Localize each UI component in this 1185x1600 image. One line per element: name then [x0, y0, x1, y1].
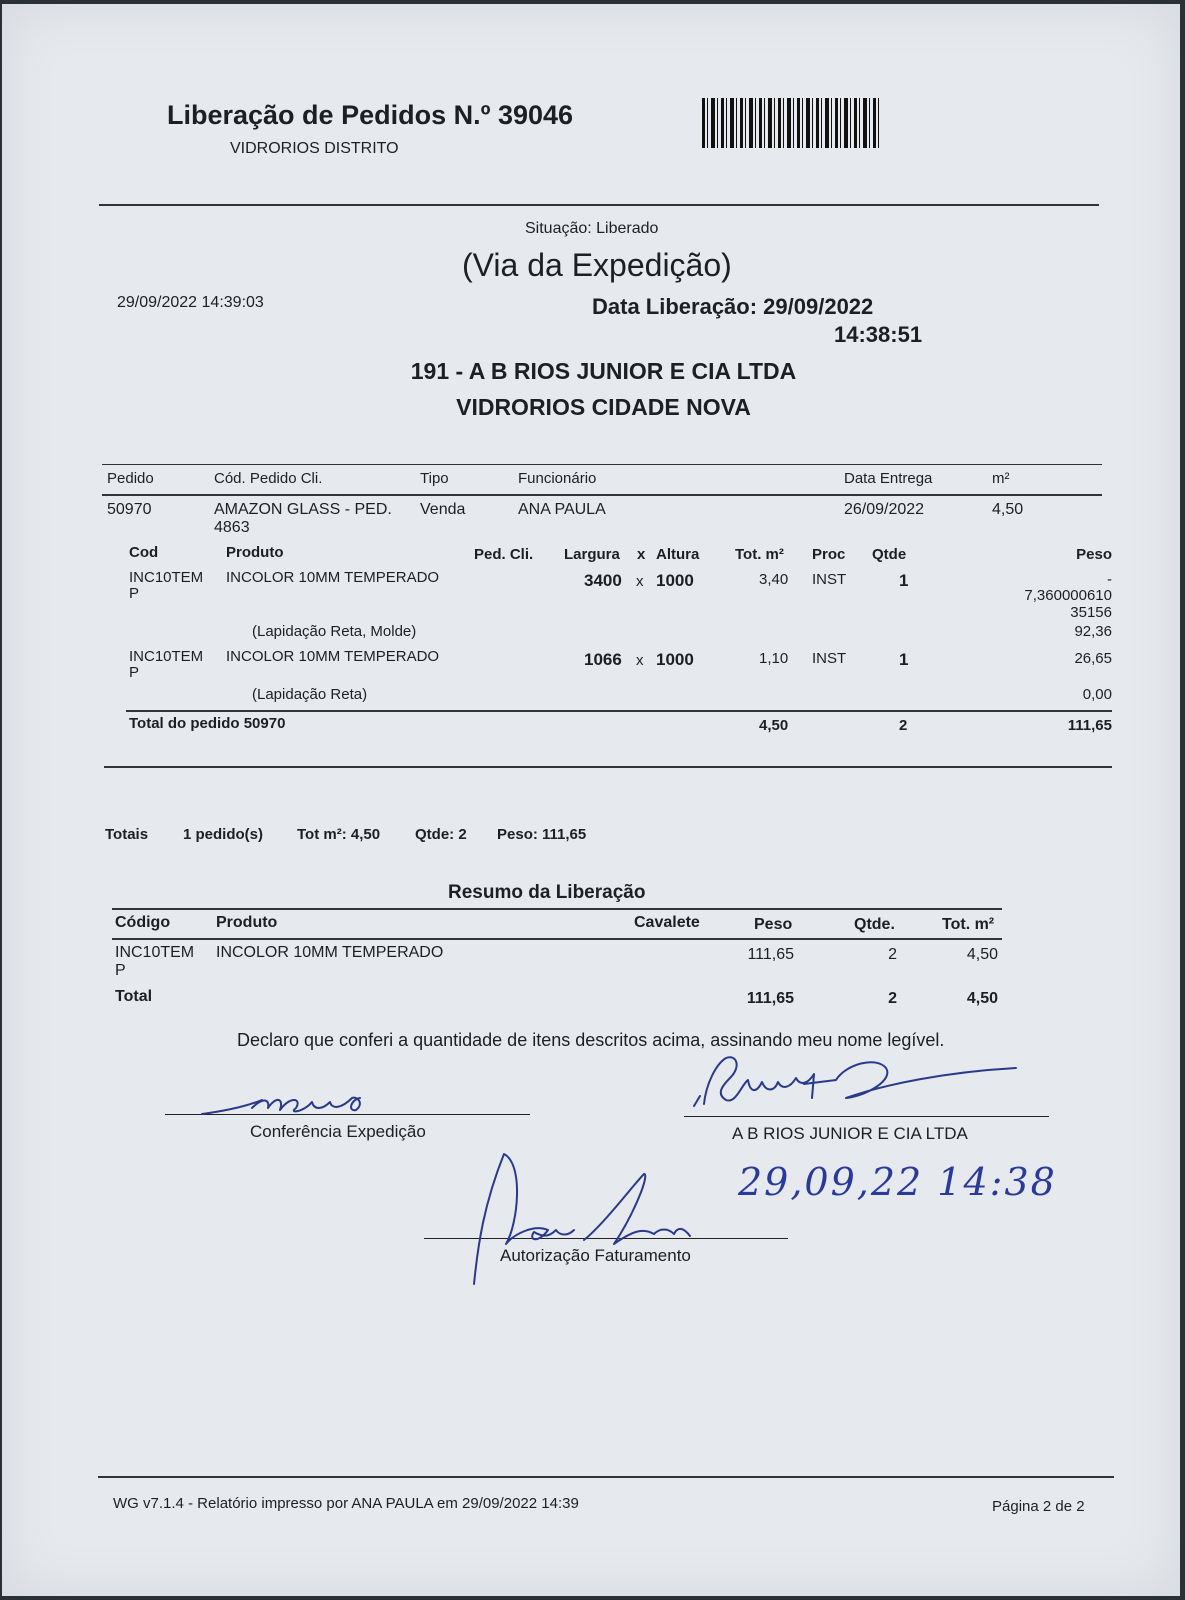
signature-label-client: A B RIOS JUNIOR E CIA LTDA — [732, 1124, 968, 1143]
summary-col-produto: Produto — [216, 914, 278, 931]
item-height: 1000 — [656, 571, 694, 590]
item-x: x — [636, 573, 644, 590]
item-code: INC10TEM — [129, 569, 204, 586]
items-col-proc: Proc — [812, 546, 846, 563]
item-qtde: 1 — [899, 571, 909, 590]
col-funcionario: Funcionário — [518, 470, 597, 487]
release-date: Data Liberação: 29/09/2022 — [592, 294, 874, 319]
order-client-code-2: 4863 — [214, 519, 250, 536]
page-number: Página 2 de 2 — [992, 1498, 1085, 1515]
summary-header-line — [112, 938, 1002, 940]
item-width: 1066 — [584, 650, 622, 669]
item-x: x — [636, 652, 644, 669]
footer-report-info: WG v7.1.4 - Relatório impresso por ANA PAULA em 29/09/2022 14:39 — [113, 1495, 579, 1512]
item-peso: 26,65 — [1074, 650, 1112, 667]
totals-label: Totais — [105, 826, 149, 843]
order-type: Venda — [420, 501, 466, 518]
order-total-label: Total do pedido 50970 — [129, 715, 286, 732]
summary-tot-m2: 4,50 — [966, 946, 998, 963]
order-header-line — [102, 494, 1102, 496]
order-m2: 4,50 — [992, 501, 1024, 518]
item-peso: - — [1107, 571, 1112, 588]
order-total-m2: 4,50 — [759, 717, 789, 734]
item-proc: INST — [812, 571, 847, 588]
status-text: Situação: Liberado — [525, 220, 659, 237]
item-proc: INST — [812, 650, 847, 667]
item-peso-cont: 7,360000610 — [1024, 587, 1112, 604]
item-width: 3400 — [584, 571, 622, 590]
client-store: VIDRORIOS CIDADE NOVA — [456, 394, 751, 420]
col-tipo: Tipo — [420, 470, 449, 487]
items-col-largura: Largura — [564, 546, 620, 563]
summary-product: INCOLOR 10MM TEMPERADO — [216, 944, 444, 961]
order-delivery-date: 26/09/2022 — [844, 501, 925, 518]
summary-top-line — [112, 908, 1002, 910]
header-divider — [99, 204, 1099, 206]
summary-code: INC10TEM — [115, 944, 195, 961]
summary-total-peso: 111,65 — [746, 990, 794, 1007]
item-product: INCOLOR 10MM TEMPERADO — [226, 648, 440, 665]
declaration-text: Declaro que conferi a quantidade de itens descritos acima, assinando meu nome legível. — [237, 1030, 945, 1050]
handwritten-date: 29,09,22 14:38 — [738, 1160, 1057, 1204]
totals-m2: Tot m²: 4,50 — [297, 826, 381, 843]
item-note-value: 0,00 — [1082, 686, 1112, 703]
col-data-entrega: Data Entrega — [844, 470, 933, 487]
order-total-qtde: 2 — [899, 717, 908, 734]
order-employee: ANA PAULA — [518, 501, 606, 518]
summary-col-tot-m2: Tot. m² — [942, 916, 995, 933]
items-col-tot-m2: Tot. m² — [735, 546, 784, 563]
items-col-altura: Altura — [656, 546, 700, 563]
totals-orders: 1 pedido(s) — [183, 826, 264, 843]
summary-col-peso: Peso — [754, 916, 793, 933]
items-col-qtde: Qtde — [872, 546, 907, 563]
totals-peso: Peso: 111,65 — [497, 826, 587, 843]
handwritten-signature-autorizacao — [464, 1144, 704, 1294]
summary-qtde: 2 — [888, 946, 897, 963]
summary-peso: 111,65 — [747, 946, 794, 963]
release-time: 14:38:51 — [834, 322, 923, 347]
signature-label-conferencia: Conferência Expedição — [250, 1122, 426, 1141]
col-cod-pedido-cli: Cód. Pedido Cli. — [214, 470, 323, 487]
item-height: 1000 — [656, 650, 694, 669]
handwritten-signature-conferencia — [192, 1084, 412, 1124]
item-peso-cont-2: 35156 — [1070, 604, 1112, 621]
copy-type: (Via da Expedição) — [462, 247, 732, 283]
issuer-company: VIDRORIOS DISTRITO — [230, 140, 399, 157]
col-pedido: Pedido — [107, 470, 154, 487]
summary-total-qtde: 2 — [888, 990, 897, 1007]
summary-col-qtde: Qtde. — [854, 916, 895, 933]
summary-total-m2: 4,50 — [966, 990, 998, 1007]
barcode — [702, 98, 882, 148]
summary-col-codigo: Código — [115, 914, 171, 931]
item-tot-m2: 3,40 — [759, 571, 789, 588]
handwritten-signature-client — [686, 1044, 1026, 1124]
summary-title: Resumo da Liberação — [448, 882, 646, 903]
items-col-cod: Cod — [129, 544, 159, 561]
item-code-cont: P — [129, 585, 140, 602]
items-col-x: x — [637, 546, 646, 563]
items-col-produto: Produto — [226, 544, 284, 561]
order-end-line — [104, 766, 1112, 768]
order-number: 50970 — [107, 501, 152, 518]
item-process-note: (Lapidação Reta, Molde) — [252, 623, 417, 640]
item-tot-m2: 1,10 — [759, 650, 789, 667]
order-total-peso: 111,65 — [1067, 717, 1112, 734]
item-product: INCOLOR 10MM TEMPERADO — [226, 569, 440, 586]
printed-timestamp: 29/09/2022 14:39:03 — [117, 294, 264, 311]
order-client-code: AMAZON GLASS - PED. — [214, 501, 392, 518]
summary-col-cavalete: Cavalete — [634, 914, 700, 931]
items-col-peso: Peso — [1076, 546, 1112, 563]
summary-code-cont: P — [115, 962, 126, 979]
item-qtde: 1 — [899, 650, 909, 669]
order-table-top-line — [102, 464, 1102, 465]
totals-qtde: Qtde: 2 — [415, 826, 467, 843]
col-m2: m² — [992, 470, 1010, 487]
client-name: 191 - A B RIOS JUNIOR E CIA LTDA — [410, 358, 797, 384]
items-col-ped-cli: Ped. Cli. — [474, 546, 534, 563]
summary-total-label: Total — [115, 988, 153, 1005]
items-total-line — [126, 710, 1112, 712]
document-page — [2, 4, 1180, 1596]
item-note-value: 92,36 — [1074, 623, 1112, 640]
footer-line — [98, 1476, 1114, 1478]
document-title: Liberação de Pedidos N.º 39046 — [167, 100, 574, 130]
item-code-cont: P — [129, 664, 140, 681]
item-process-note: (Lapidação Reta) — [252, 686, 368, 703]
signature-label-autorizacao: Autorização Faturamento — [500, 1246, 691, 1265]
item-code: INC10TEM — [129, 648, 204, 665]
